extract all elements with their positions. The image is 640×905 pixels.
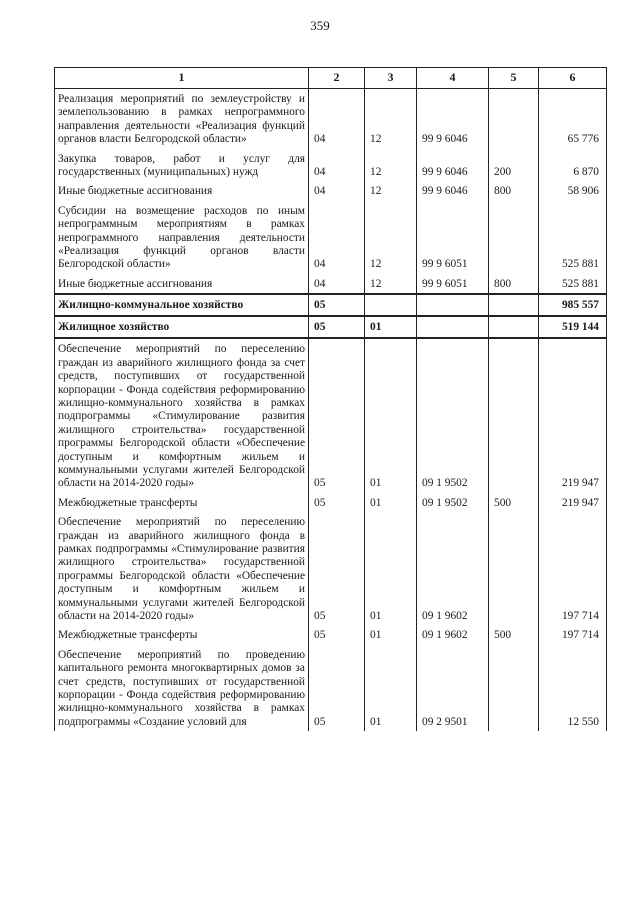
row-csr: 99 9 6046 xyxy=(417,181,489,200)
row-rz: 05 xyxy=(309,493,365,512)
row-vr xyxy=(489,316,539,338)
row-pr: 01 xyxy=(365,512,417,625)
section-sum: 519 144 xyxy=(539,316,607,338)
row-rz: 05 xyxy=(309,294,365,316)
header-col-1: 1 xyxy=(55,68,309,89)
section-row xyxy=(55,294,607,316)
table-header xyxy=(55,68,607,89)
table-row xyxy=(55,625,607,644)
row-vr xyxy=(489,294,539,316)
row-rz: 04 xyxy=(309,201,365,274)
row-pr: 12 xyxy=(365,181,417,200)
row-pr: 12 xyxy=(365,149,417,182)
row-sum: 12 550 xyxy=(539,645,607,731)
header-col-4: 4 xyxy=(417,68,489,89)
table-row xyxy=(55,274,607,294)
table-row xyxy=(55,338,607,492)
row-pr: 01 xyxy=(365,493,417,512)
row-name: Обеспечение мероприятий по переселению граждан из аварийного жилищного фонда за счет средств, поступивших от государственной корпорации - Фонда содействия реформированию жилищно-коммунального хозяйства в рамках подпрограммы «Стимулирование развития жилищного строительства» государственной программы Белгородской области «Обеспечение доступным и комфортным жильем и коммунальными услугами жителей Белгородской области на 2014-2020 годы» xyxy=(55,338,309,492)
table-row xyxy=(55,493,607,512)
table-body xyxy=(55,89,607,732)
row-sum: 58 906 xyxy=(539,181,607,200)
row-rz: 05 xyxy=(309,316,365,338)
row-vr: 800 xyxy=(489,274,539,294)
row-name: Межбюджетные трансферты xyxy=(55,625,309,644)
row-vr xyxy=(489,89,539,149)
row-csr: 99 9 6046 xyxy=(417,89,489,149)
row-name: Обеспечение мероприятий по проведению капитального ремонта многоквартирных домов за счет средств, поступивших от государственной корпорации - Фонда содействия реформированию жилищно-коммунального хозяйства в рамках подпрограммы «Создание условий для xyxy=(55,645,309,731)
row-vr xyxy=(489,201,539,274)
row-vr: 800 xyxy=(489,181,539,200)
row-rz: 04 xyxy=(309,89,365,149)
row-csr: 09 1 9602 xyxy=(417,512,489,625)
row-pr xyxy=(365,294,417,316)
row-sum: 6 870 xyxy=(539,149,607,182)
row-pr: 12 xyxy=(365,89,417,149)
row-vr: 500 xyxy=(489,625,539,644)
row-csr: 09 1 9502 xyxy=(417,338,489,492)
row-name: Реализация мероприятий по землеустройству и землепользованию в рамках непрограммного направления деятельности «Реализация функций органов власти Белгородской области» xyxy=(55,89,309,149)
section-sum: 985 557 xyxy=(539,294,607,316)
row-rz: 05 xyxy=(309,625,365,644)
row-csr xyxy=(417,316,489,338)
row-rz: 05 xyxy=(309,512,365,625)
row-csr xyxy=(417,294,489,316)
row-vr: 200 xyxy=(489,149,539,182)
header-col-6: 6 xyxy=(539,68,607,89)
row-pr: 01 xyxy=(365,316,417,338)
row-sum: 525 881 xyxy=(539,274,607,294)
row-name: Межбюджетные трансферты xyxy=(55,493,309,512)
section-name: Жилищно-коммунальное хозяйство xyxy=(55,294,309,316)
row-name: Обеспечение мероприятий по переселению граждан из аварийного жилищного фонда в рамках подпрограммы «Стимулирование развития жилищного строительства» государственной программы Белгородской области «Обеспечение доступным и комфортным жильем и коммунальными услугами жителей Белгородской области на 2014-2020 годы» xyxy=(55,512,309,625)
table-row xyxy=(55,512,607,625)
row-pr: 12 xyxy=(365,274,417,294)
row-vr xyxy=(489,645,539,731)
header-col-5: 5 xyxy=(489,68,539,89)
row-sum: 197 714 xyxy=(539,512,607,625)
section-name: Жилищное хозяйство xyxy=(55,316,309,338)
row-sum: 219 947 xyxy=(539,493,607,512)
table-row xyxy=(55,149,607,182)
table-row xyxy=(55,201,607,274)
budget-table xyxy=(54,67,607,731)
row-csr: 09 1 9502 xyxy=(417,493,489,512)
row-pr: 01 xyxy=(365,338,417,492)
row-name: Закупка товаров, работ и услуг для государственных (муниципальных) нужд xyxy=(55,149,309,182)
header-row xyxy=(55,68,607,89)
row-rz: 04 xyxy=(309,181,365,200)
table-row xyxy=(55,89,607,149)
row-sum: 219 947 xyxy=(539,338,607,492)
row-sum: 65 776 xyxy=(539,89,607,149)
row-vr: 500 xyxy=(489,493,539,512)
section-row xyxy=(55,316,607,338)
row-rz: 04 xyxy=(309,149,365,182)
row-vr xyxy=(489,512,539,625)
header-col-2: 2 xyxy=(309,68,365,89)
row-sum: 525 881 xyxy=(539,201,607,274)
row-name: Иные бюджетные ассигнования xyxy=(55,181,309,200)
row-csr: 09 1 9602 xyxy=(417,625,489,644)
row-name: Субсидии на возмещение расходов по иным непрограммным мероприятиям в рамках непрограммного направления деятельности «Реализация функций органов власти Белгородской области» xyxy=(55,201,309,274)
row-csr: 99 9 6046 xyxy=(417,149,489,182)
table-row xyxy=(55,645,607,731)
row-pr: 01 xyxy=(365,625,417,644)
row-rz: 04 xyxy=(309,274,365,294)
row-pr: 01 xyxy=(365,645,417,731)
row-name: Иные бюджетные ассигнования xyxy=(55,274,309,294)
row-rz: 05 xyxy=(309,645,365,731)
table-row xyxy=(55,181,607,200)
header-col-3: 3 xyxy=(365,68,417,89)
row-sum: 197 714 xyxy=(539,625,607,644)
row-vr xyxy=(489,338,539,492)
row-csr: 99 9 6051 xyxy=(417,274,489,294)
row-csr: 09 2 9501 xyxy=(417,645,489,731)
row-csr: 99 9 6051 xyxy=(417,201,489,274)
row-rz: 05 xyxy=(309,338,365,492)
page-number: 359 xyxy=(310,18,330,33)
row-pr: 12 xyxy=(365,201,417,274)
